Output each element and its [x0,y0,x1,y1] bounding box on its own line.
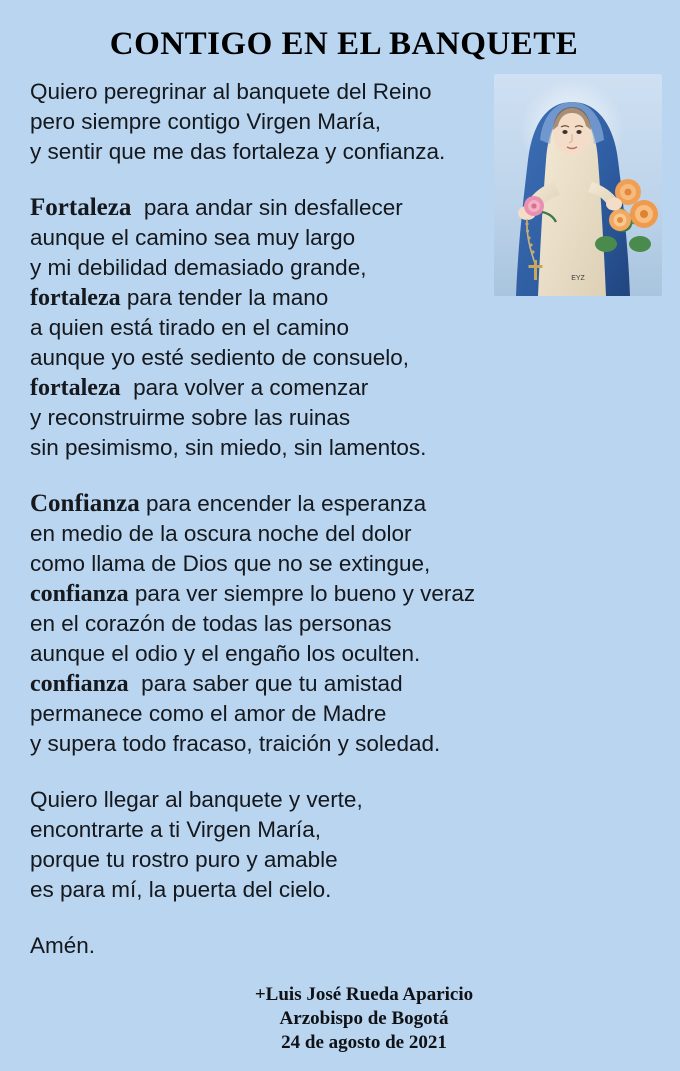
poem-line [30,579,658,609]
poem-line: permanece como el amor de Madre [30,701,387,726]
keyword-confianza: confianza [30,581,129,607]
poem-line-text: para volver a comenzar [120,375,369,400]
poem-body [30,77,658,961]
poem-line: a quien está tirado en el camino [30,315,349,340]
keyword-fortaleza: Fortaleza [30,194,132,221]
poem-line-text: para tender la mano [120,285,329,310]
stanza-4 [30,785,658,905]
keyword-fortaleza: fortaleza [30,375,121,401]
signature-role: Arzobispo de Bogotá [279,1008,449,1029]
stanza-1 [30,77,658,167]
signature-author: +Luis José Rueda Aparicio [254,984,474,1005]
poem-line [30,373,658,403]
poem-line: Quiero peregrinar al banquete del Reino [30,79,432,104]
poem-line: aunque el camino sea muy largo [30,225,356,250]
keyword-fortaleza: fortaleza [30,285,121,311]
signature-block [30,983,658,1055]
poem-line-text: para ver siempre lo bueno y veraz [128,581,476,606]
poem-line-amen: Amén. [30,933,96,958]
stanza-5 [30,931,658,961]
illustration-watermark: EYZ [571,275,585,282]
poem-line: y reconstruirme sobre las ruinas [30,405,351,430]
poem-line: porque tu rostro puro y amable [30,847,338,872]
keyword-confianza: Confianza [30,490,140,517]
poem-line-text: para andar sin desfallecer [131,195,403,220]
poem-line [30,669,658,699]
poem-line: y mi debilidad demasiado grande, [30,255,367,280]
poem-line: aunque yo esté sediento de consuelo, [30,345,410,370]
poem-line: es para mí, la puerta del cielo. [30,877,332,902]
poem-line [30,193,658,223]
poem-line: pero siempre contigo Virgen María, [30,109,382,134]
poem-line-text: para saber que tu amistad [128,671,403,696]
poem-line [30,489,658,519]
signature-date: 24 de agosto de 2021 [281,1032,447,1053]
keyword-confianza: confianza [30,671,129,697]
poem-line: encontrarte a ti Virgen María, [30,817,321,842]
poem-line: sin pesimismo, sin miedo, sin lamentos. [30,435,427,460]
poem-line: y sentir que me das fortaleza y confianza. [30,139,446,164]
poem-line: como llama de Dios que no se extingue, [30,551,431,576]
poem-line: en el corazón de todas las personas [30,611,392,636]
stanza-3 [30,489,658,759]
poem-line: y supera todo fracaso, traición y soledad. [30,731,441,756]
poem-line [30,283,658,313]
page-title: CONTIGO EN EL BANQUETE [109,26,579,62]
stanza-2 [30,193,658,463]
poem-line: aunque el odio y el engaño los oculten. [30,641,421,666]
poem-line-text: para encender la esperanza [139,491,427,516]
poem-line: Quiero llegar al banquete y verte, [30,787,363,812]
poem-line: en medio de la oscura noche del dolor [30,521,412,546]
